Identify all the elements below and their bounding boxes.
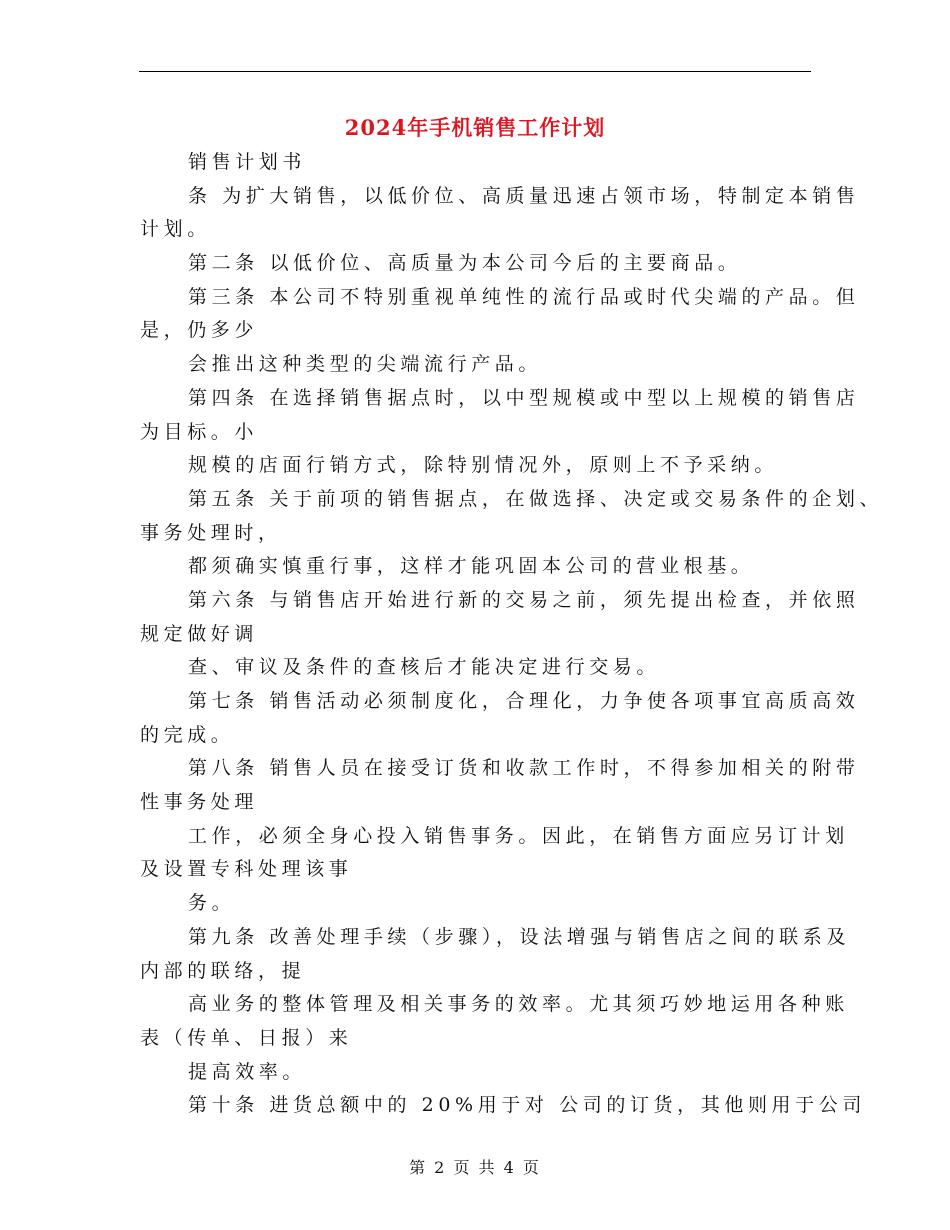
paragraph-line: 提高效率。 — [188, 1060, 307, 1083]
paragraph-line: 第八条 销售人员在接受订货和收款工作时，不得参加相关的附带 — [188, 757, 860, 780]
paragraph-line: 计划。 — [140, 218, 211, 241]
paragraph-line: 内部的联络，提 — [140, 959, 306, 982]
paragraph-line: 务。 — [188, 892, 236, 915]
paragraph-line: 查、审议及条件的查核后才能决定进行交易。 — [188, 656, 661, 679]
document-body — [140, 146, 884, 1123]
document-title: 2024年手机销售工作计划 — [344, 115, 606, 140]
paragraph-line: 第三条 本公司不特别重视单纯性的流行品或时代尖端的产品。但 — [188, 285, 860, 308]
paragraph-line: 及设置专科处理该事 — [140, 858, 353, 881]
paragraph-line: 规模的店面行销方式，除特别情况外，原则上不予采纳。 — [188, 454, 779, 477]
paragraph-line: 规定做好调 — [140, 622, 259, 645]
paragraph-line: 是，仍多少 — [140, 319, 259, 342]
paragraph-line: 第七条 销售活动必须制度化，合理化，力争使各项事宜高质高效 — [188, 690, 860, 712]
paragraph-line: 表（传单、日报）来 — [140, 1026, 353, 1049]
header-rule — [139, 71, 811, 72]
paragraph-line: 第九条 改善处理手续（步骤），设法增强与销售店之间的联系及 — [188, 925, 850, 948]
paragraph-line: 性事务处理 — [140, 791, 259, 814]
paragraph-line: 第二条 以低价位、高质量为本公司今后的主要商品。 — [188, 252, 742, 275]
paragraph-line: 销售计划书 — [188, 151, 307, 173]
paragraph-line: 条 为扩大销售，以低价位、高质量迅速占领市场，特制定本销售 — [188, 184, 860, 207]
paragraph-line: 为目标。小 — [140, 420, 259, 443]
paragraph-line: 第四条 在选择销售据点时，以中型规模或中型以上规模的销售店 — [188, 386, 860, 409]
paragraph-line: 第六条 与销售店开始进行新的交易之前，须先提出检查，并依照 — [188, 588, 860, 611]
paragraph-line: 第五条 关于前项的销售据点，在做选择、决定或交易条件的企划、 — [188, 487, 884, 510]
paragraph-line: 高业务的整体管理及相关事务的效率。尤其须巧妙地运用各种账 — [188, 993, 849, 1016]
paragraph-line: 都须确实慎重行事，这样才能巩固本公司的营业根基。 — [188, 555, 755, 578]
paragraph-line: 第十条 进货总额中的 20%用于对 公司的订货，其他则用于公司 — [188, 1094, 866, 1117]
paragraph-line: 事务处理时， — [140, 521, 282, 544]
page-footer: 第 2 页 共 4 页 — [409, 1158, 541, 1177]
paragraph-line: 会推出这种类型的尖端流行产品。 — [188, 353, 543, 376]
paragraph-line: 的完成。 — [140, 723, 235, 746]
paragraph-line: 工作，必须全身心投入销售事务。因此，在销售方面应另订计划 — [188, 824, 849, 847]
